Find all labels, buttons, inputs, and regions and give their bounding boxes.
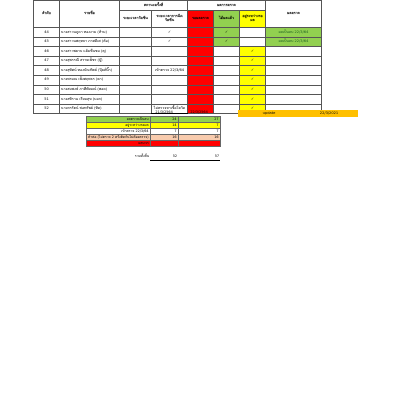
summary-value-1: 7	[150, 129, 178, 135]
row-name: นายกรรัตน์ ช่อทรัพย์ (ทิด)	[60, 104, 120, 114]
header-result: ผลตรวจ	[266, 1, 322, 28]
header-group-left: สถานะครั้งที่	[120, 1, 188, 11]
summary-total-row	[87, 153, 221, 161]
row-check-a	[120, 28, 152, 38]
summary-body	[87, 117, 221, 147]
row-name: นางสุพรรณี สรายเพ็ชร (บู๊)	[60, 56, 120, 66]
header-sub-1: ระยะเวลาวัคซีน	[120, 11, 152, 28]
row-check-a	[120, 47, 152, 57]
header-sub-2: ระยะเวลาการฉีดวัคซีน	[152, 11, 188, 28]
row-check-c	[188, 47, 214, 57]
row-check-d	[214, 75, 240, 85]
row-check-c	[188, 37, 214, 47]
staff-test-table	[33, 0, 322, 114]
summary-value-2: 16	[178, 135, 220, 141]
row-result: ผลเป็นลบ 22/3/64	[266, 37, 322, 47]
table-row	[34, 75, 322, 85]
row-number: 48	[34, 66, 60, 76]
row-name: นางสาวนภูดา ทองงาม (ห้าม)	[60, 28, 120, 38]
row-name: นางสาวพยาบ แย้มชื่นชม (ตุ)	[60, 47, 120, 57]
summary-value-2: 27	[178, 117, 220, 123]
row-number: 44	[34, 28, 60, 38]
summary-value-1: 16	[150, 135, 178, 141]
row-check-d	[214, 47, 240, 57]
row-check-e: ✓	[240, 75, 266, 85]
row-check-d	[214, 95, 240, 105]
row-name: นางสาวนพฤทธา ภาศดีเศ (ต้อ)	[60, 37, 120, 47]
row-check-c	[188, 56, 214, 66]
row-check-c	[188, 28, 214, 38]
table-row	[34, 28, 322, 38]
row-check-d	[214, 56, 240, 66]
summary-total-label: รวมทั้งสิ้น	[134, 154, 150, 159]
row-result	[266, 85, 322, 95]
row-check-c	[188, 85, 214, 95]
row-check-e	[240, 28, 266, 38]
summary-total-2: 57	[178, 153, 220, 161]
row-check-e: ✓	[240, 66, 266, 76]
row-name: นางพรมณ เพ็งศฤพธร (ธก)	[60, 75, 120, 85]
row-result	[266, 56, 322, 66]
summary-label: ผลบวก	[87, 141, 151, 147]
table-body	[34, 28, 322, 114]
row-result: ผลเป็นลบ 22/3/64	[266, 28, 322, 38]
header-no: ลำดับ	[34, 1, 60, 28]
row-check-d: ✓	[214, 28, 240, 38]
summary-date-2: 22/3/2564	[190, 110, 208, 115]
table-group-header-row	[34, 1, 322, 11]
row-check-b	[152, 85, 188, 95]
summary-label: ทำต่อ (ไม่ตรวจ 2 ครั้งติดกันไม่ต้องตรวจ)	[88, 134, 149, 139]
summary-table	[86, 110, 221, 161]
summary-label: อยู่ระหว่างรอผล	[87, 123, 151, 129]
row-check-e: ✓	[240, 85, 266, 95]
row-result	[266, 66, 322, 76]
summary-value-2: 7	[178, 123, 220, 129]
header-name: รายชื่อ	[60, 1, 120, 28]
update-date: 22/3/2021	[300, 110, 358, 117]
footer-note: ไม่ตรวจหาเชื้อโควิด	[152, 104, 188, 114]
row-check-e	[240, 37, 266, 47]
row-result	[266, 47, 322, 57]
table-row	[34, 37, 322, 47]
row-check-c	[188, 66, 214, 76]
summary-label: เข้าตรวจ 22/3/64	[87, 129, 151, 135]
row-check-b	[152, 47, 188, 57]
row-check-c	[188, 95, 214, 105]
row-check-e: ✓	[240, 104, 266, 114]
row-check-c	[188, 75, 214, 85]
row-check-e: ✓	[240, 47, 266, 57]
row-name: นางสมพงษ์ ภาศีพัยมณ์ (พอด)	[60, 85, 120, 95]
row-check-d	[214, 85, 240, 95]
table-row	[34, 85, 322, 95]
row-name: นางสทิราฉ เรียมสุข (บอก)	[60, 95, 120, 105]
row-check-b	[152, 56, 188, 66]
header-sub-4: ได้ผลแล้ว	[214, 11, 240, 28]
row-check-e: ✓	[240, 56, 266, 66]
summary-date-1: 21/3/2564	[155, 110, 173, 115]
table-row	[34, 66, 322, 76]
summary-value-2: 7	[178, 129, 220, 135]
row-check-a	[120, 56, 152, 66]
row-check-b	[152, 75, 188, 85]
row-check-d: ✓	[214, 37, 240, 47]
header-sub-5: อยู่ระหว่างรอผล	[240, 11, 266, 28]
table-row	[34, 95, 322, 105]
row-check-a	[120, 85, 152, 95]
row-result	[266, 95, 322, 105]
row-number: 46	[34, 47, 60, 57]
row-name: นางสุทัศน์ ทองบัณฑิตย์ (ปุ๊ยส์บิ๊ก)	[60, 66, 120, 76]
row-check-a	[120, 66, 152, 76]
table-row	[34, 56, 322, 66]
row-check-b: ✓	[152, 37, 188, 47]
row-number: 45	[34, 37, 60, 47]
header-group-right: ผลการตรวจ	[188, 1, 266, 11]
row-number: 49	[34, 75, 60, 85]
row-number: 50	[34, 85, 60, 95]
header-sub-3: รอผลตรวจ	[188, 11, 214, 28]
summary-total-1: 52	[150, 153, 178, 161]
row-number: 52	[34, 104, 60, 114]
update-label: update	[238, 110, 300, 117]
merged-note: เข้าตรวจ 22/3/64	[152, 66, 188, 76]
summary-label: ผลตรวจเป็นลบ	[87, 117, 151, 123]
row-check-d	[214, 66, 240, 76]
table-row	[34, 47, 322, 57]
row-check-a	[120, 75, 152, 85]
row-check-b: ✓	[152, 28, 188, 38]
row-check-b	[152, 95, 188, 105]
row-check-e: ✓	[240, 95, 266, 105]
summary-value-1: 14	[150, 123, 178, 129]
summary-value-1: 24	[150, 117, 178, 123]
row-check-a	[120, 37, 152, 47]
row-check-a	[120, 95, 152, 105]
row-number: 51	[34, 95, 60, 105]
row-number: 47	[34, 56, 60, 66]
row-result	[266, 75, 322, 85]
